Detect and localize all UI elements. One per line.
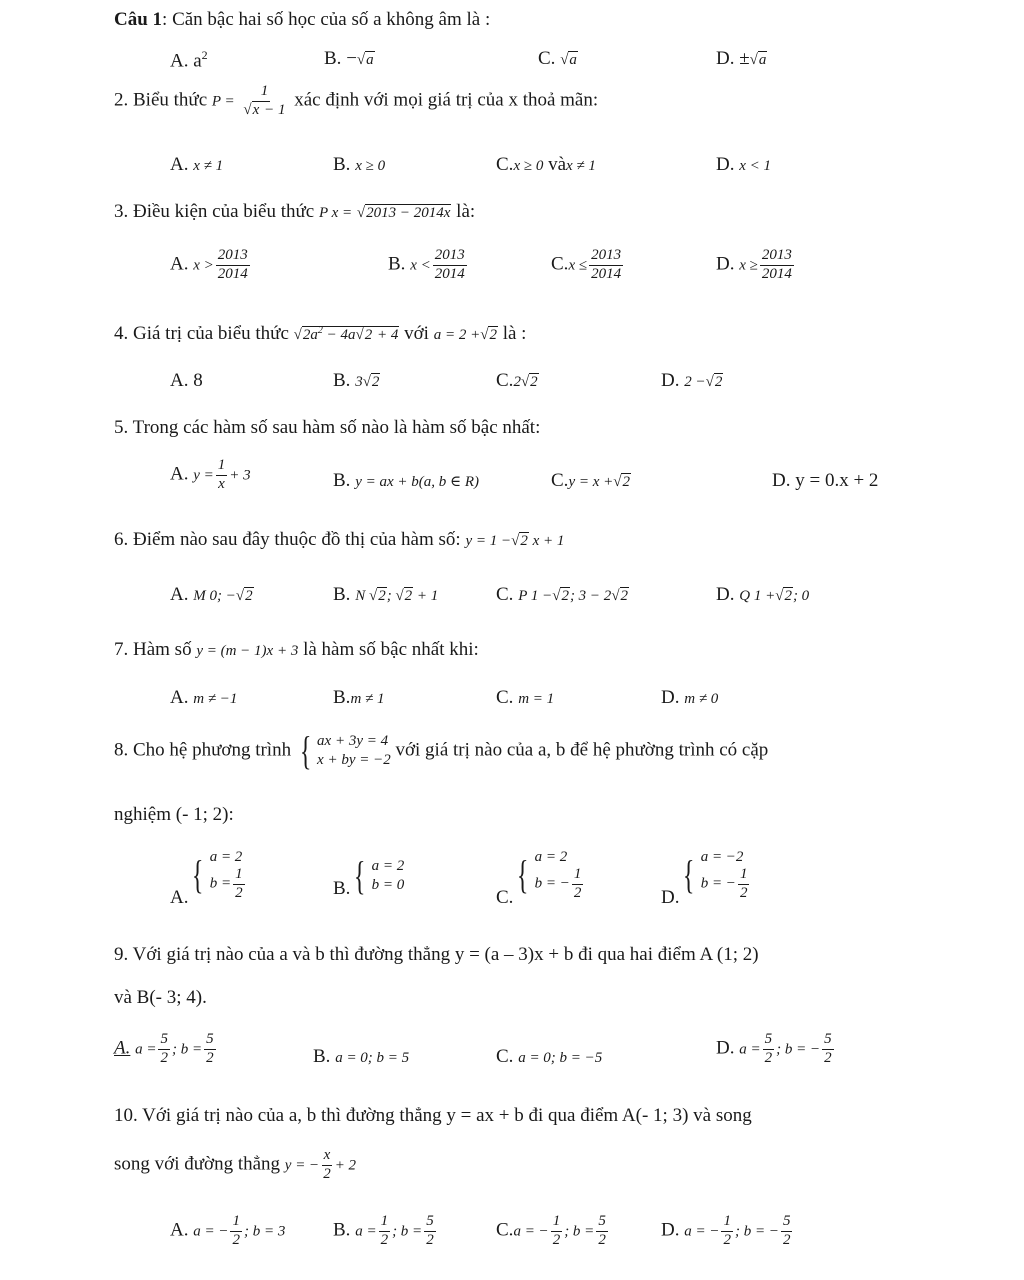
option-value: x ≥ 0 (513, 158, 544, 174)
denominator: 2 (380, 1231, 389, 1248)
numerator: x (322, 1148, 333, 1166)
q2-option-c (496, 155, 596, 174)
fraction (433, 248, 467, 283)
function-expression-tail: x + 1 (528, 533, 565, 549)
denominator: 2 (598, 1231, 606, 1248)
question-1 (114, 10, 490, 29)
q10-option-a (170, 1214, 285, 1249)
question-text: nghiệm (- 1; 2): (114, 804, 234, 825)
q6-option-b: B. N √2; √2 + 1 (333, 584, 439, 605)
option-value: ; (386, 588, 396, 604)
option-label: B. (333, 878, 351, 900)
fraction (216, 458, 228, 493)
question-text: 2. Biểu thức (114, 89, 208, 111)
option-label: C. (496, 1046, 514, 1067)
numerator: 1 (551, 1214, 563, 1232)
question-text-tail: với giá trị nào của a, b để hệ phường trình có cặp (395, 739, 769, 761)
option-value: ; 0 (792, 588, 810, 604)
equation-system: { a = 2 b = 0 (354, 853, 405, 898)
option-label: C. (496, 1219, 514, 1241)
denominator: 2 (824, 1049, 832, 1066)
q3-option-a (170, 248, 252, 283)
numerator: 5 (781, 1214, 793, 1232)
equation-system: { ax + 3y = 4 x + by = −2 (299, 728, 391, 773)
q3-option-c (551, 248, 625, 283)
question-text-tail: là: (456, 201, 476, 222)
q4-option-d: D. 2 −√2 (661, 370, 723, 391)
sqrt-expression: √a (356, 52, 374, 68)
sqrt-term: + 4 (373, 327, 399, 343)
equation-row: b = 0 (371, 877, 405, 893)
q6-option-a: A. M 0; −√2 (170, 584, 253, 605)
numerator: 5 (424, 1214, 436, 1232)
option-label: B. (388, 253, 406, 275)
denominator: 2 (160, 1049, 168, 1066)
option-value-tail: + 3 (229, 467, 251, 484)
denominator: 2 (573, 884, 582, 901)
option-value: a = (355, 1223, 377, 1240)
equation-system: { a = 2 b = − $\frac{1}{2}$ (513, 848, 585, 901)
question-text: 5. Trong các hàm số sau hàm số nào là hàm số bậc nhất: (114, 417, 541, 438)
numerator: 5 (822, 1032, 834, 1050)
sqrt-argument: 2 (378, 588, 386, 604)
equation-row: ax + 3y = 4 (317, 733, 389, 750)
option-label: A. (170, 886, 189, 908)
option-value: ; b = (171, 1041, 203, 1058)
denominator: x (218, 475, 225, 492)
option-label: A. (170, 687, 189, 708)
option-label: B. (333, 1219, 351, 1241)
fraction (760, 248, 794, 283)
numerator: 1 (721, 1214, 733, 1232)
question-text-tail: là hàm số bậc nhất khi: (303, 639, 479, 660)
option-value: m ≠ 1 (350, 691, 385, 707)
q9-option-a (114, 1032, 218, 1067)
option-operator: x < (410, 257, 431, 274)
sqrt-argument: 2013 − 2014x (366, 205, 451, 221)
option-value: y = x + (568, 474, 614, 490)
q2-option-b (333, 155, 385, 174)
q10-option-d (661, 1214, 794, 1249)
denominator: 2 (739, 884, 748, 901)
equation-system: { a = −2 b = − $\frac{1}{2}$ (679, 848, 751, 901)
option-sign: ± (739, 48, 750, 69)
sqrt-exponent: 2 (317, 325, 323, 336)
expression-lhs: P x = (318, 205, 353, 221)
option-label: A. (170, 253, 189, 275)
question-text: 3. Điều kiện của biểu thức (114, 201, 315, 222)
question-6: 6. Điểm nào sau đây thuộc đồ thị của hàm số: y = 1 −√2 x + 1 (114, 529, 565, 550)
question-8 (114, 728, 769, 773)
equation-row: x + by = −2 (317, 752, 391, 768)
option-label: D. (772, 470, 791, 491)
option-label: B. (333, 154, 351, 175)
question-label: Câu 1 (114, 9, 163, 30)
q6-option-c: C. P 1 −√2; 3 − 2√2 (496, 584, 629, 605)
denominator: 2 (426, 1231, 434, 1248)
question-2 (114, 84, 598, 119)
option-value: a = (739, 1041, 761, 1058)
numerator: 1 (379, 1214, 391, 1232)
option-label: C. (496, 154, 514, 175)
option-label: C. (551, 470, 569, 491)
numerator: 1 (233, 867, 245, 885)
option-value: m ≠ −1 (193, 691, 238, 707)
option-value: 2 (513, 374, 521, 390)
denominator: 2 (782, 1231, 791, 1248)
denominator: 2 (206, 1049, 214, 1066)
q7-option-d (661, 688, 718, 707)
equation-row: b = − (700, 875, 736, 892)
option-value: y = ax + b(a, b ∈ R) (355, 474, 480, 490)
denominator: 2 (323, 1165, 331, 1182)
q6-option-d: D. Q 1 +√2; 0 (716, 584, 810, 605)
option-value: a = − (684, 1223, 720, 1240)
option-label: B. (313, 1046, 331, 1067)
denominator: 2014 (434, 265, 465, 282)
question-text: 7. Hàm số (114, 639, 192, 660)
question-text: 10. Với giá trị nào của a, b thì đường thẳng y = ax + b đi qua điểm A(- 1; 3) và song (114, 1105, 752, 1126)
option-value: 2 − (684, 374, 706, 390)
q3-option-d (716, 248, 796, 283)
sqrt-argument: 2 (371, 374, 380, 390)
option-label: B. (324, 48, 342, 69)
option-sign: − (346, 48, 357, 69)
option-value: a = − (513, 1223, 549, 1240)
sqrt-argument: 2 (245, 588, 253, 604)
sqrt-expression: √2 (480, 327, 497, 343)
q7-option-c (496, 688, 554, 707)
sqrt-argument: x (252, 101, 260, 118)
option-value: y = (193, 467, 214, 484)
q2-option-d (716, 155, 771, 174)
option-label: C. (496, 370, 514, 391)
option-label: D. (661, 886, 680, 908)
question-8-line-2 (114, 805, 234, 824)
option-value: P 1 − (518, 588, 553, 604)
option-label: B. (333, 370, 351, 391)
q4-option-a (170, 371, 203, 390)
sqrt-argument: 2 (364, 327, 373, 343)
sqrt-argument: 2 (530, 374, 538, 390)
question-10 (114, 1106, 752, 1125)
option-value: + 1 (413, 588, 439, 604)
option-value: a = (135, 1041, 157, 1058)
fraction (216, 248, 250, 283)
question-3 (114, 202, 475, 221)
sqrt-expression: √a (749, 52, 767, 68)
option-label: B. (333, 470, 351, 491)
function-expression: y = − (284, 1157, 320, 1174)
question-text: 4. Giá trị của biểu thức (114, 323, 289, 344)
numerator: 5 (158, 1032, 170, 1050)
sqrt-term: 2a (302, 327, 318, 343)
option-label: D. (716, 48, 735, 69)
fraction (589, 248, 623, 283)
q9-option-b (313, 1047, 409, 1066)
function-expression: y = (m − 1)x + 3 (196, 643, 299, 659)
option-value: N (355, 588, 369, 604)
option-label: A. (170, 584, 189, 605)
question-text: 9. Với giá trị nào của a và b thì đường thẳng y = (a – 3)x + b đi qua hai điểm A (1; 2) (114, 944, 759, 965)
numerator: 5 (596, 1214, 608, 1232)
q5-option-c: C.y = x +√2 (551, 470, 630, 491)
option-label: A. (170, 154, 189, 175)
option-value: 8 (193, 370, 203, 391)
sqrt-argument: 2 (784, 588, 792, 604)
denominator: 2014 (217, 265, 248, 282)
equation-row: a = 2 (534, 849, 568, 865)
option-value: x < 1 (739, 158, 772, 174)
option-value: a = 0; b = −5 (518, 1050, 603, 1066)
option-label: D. (661, 370, 680, 391)
option-label: A. (170, 370, 189, 391)
sqrt-expression: √2013 − 2014x (356, 205, 451, 221)
option-conjunction: và (548, 154, 567, 175)
denominator: 2 (723, 1231, 731, 1248)
option-label: D. (716, 253, 735, 275)
option-label: C. (551, 253, 569, 275)
option-value: 3 (355, 374, 363, 390)
q5-option-d (772, 471, 878, 490)
option-value: ; 3 − 2 (569, 588, 612, 604)
equation-row: a = 2 (209, 849, 243, 865)
q1-option-c (538, 49, 578, 68)
sqrt-argument: a (366, 52, 374, 68)
equation-row: b = (209, 875, 232, 892)
question-10-line-2 (114, 1148, 356, 1183)
option-value: x ≠ 1 (566, 158, 596, 174)
option-value: m ≠ 0 (684, 691, 719, 707)
function-expression: y = 1 − (465, 533, 512, 549)
denominator-tail: − 1 (260, 101, 286, 118)
question-text: song với đường thẳng (114, 1153, 281, 1175)
q5-option-b (333, 471, 479, 490)
option-value: Q 1 + (739, 588, 776, 604)
numerator: 1 (738, 867, 750, 885)
option-value: a (193, 50, 202, 72)
denominator: 2014 (591, 265, 622, 282)
option-label: A. (170, 50, 189, 72)
option-label: C. (496, 886, 514, 908)
numerator: 2013 (589, 248, 623, 266)
option-value: ; b = − (776, 1041, 821, 1058)
sqrt-argument: 2 (620, 588, 629, 604)
numerator: 1 (230, 1214, 242, 1232)
option-label: D. (716, 584, 735, 605)
option-label: B. (333, 584, 351, 605)
option-value: y = 0.x + 2 (795, 470, 879, 491)
question-text: với (404, 323, 429, 344)
sqrt-expression: $√2a^2 - 4a√2 + 4$ (293, 325, 399, 343)
option-value: ; b = 3 (243, 1223, 286, 1240)
numerator: 1 (216, 458, 228, 476)
equation-system: { a = 2 b = $\frac{1}{2}$ (188, 848, 246, 901)
q1-option-b (324, 49, 375, 68)
sqrt-argument: 2 (404, 588, 413, 604)
sqrt-argument: 2 (561, 588, 569, 604)
question-text-tail: xác định với mọi giá trị của x thoả mãn: (294, 89, 599, 111)
q8-option-c (496, 848, 585, 908)
question-7 (114, 640, 479, 659)
q8-option-b (333, 853, 405, 900)
q9-option-c (496, 1047, 602, 1066)
sqrt-argument: 2 (622, 474, 630, 490)
option-value: M 0; − (193, 588, 236, 604)
option-label: C. (538, 48, 556, 69)
option-value: x ≠ 1 (193, 158, 224, 174)
q3-option-b (388, 248, 469, 283)
option-label: B. (333, 687, 351, 708)
option-operator: x ≥ (739, 257, 758, 274)
fraction: $\frac{1}{√x - 1}$ (243, 83, 286, 118)
function-expression-tail: + 2 (334, 1157, 357, 1174)
sqrt-term: − 4a (322, 327, 356, 343)
option-exponent: 2 (201, 48, 208, 62)
option-value: x ≥ 0 (355, 158, 386, 174)
option-operator: x ≤ (568, 257, 588, 274)
sqrt-argument: 2 (714, 374, 723, 390)
option-label: D. (716, 1037, 735, 1059)
q4-option-b: B. 3√2 (333, 370, 380, 391)
question-9 (114, 945, 759, 964)
sqrt-argument: a (569, 52, 577, 68)
numerator: 2013 (760, 248, 794, 266)
option-label: D. (661, 1219, 680, 1241)
q1-option-a (170, 49, 208, 70)
sqrt-argument: 2 (489, 327, 497, 343)
sqrt-expression: √a (560, 52, 577, 68)
question-text: 6. Điểm nào sau đây thuộc đồ thị của hàm số: (114, 529, 461, 550)
q8-option-d (661, 848, 751, 908)
option-label: D. (661, 687, 680, 708)
option-operator: x > (193, 257, 214, 274)
option-label: A. (170, 463, 189, 485)
question-5 (114, 418, 540, 437)
option-label: A. (170, 1219, 189, 1241)
equation-row: b = − (534, 875, 570, 892)
q1-option-d (716, 49, 767, 68)
q10-option-c (496, 1214, 610, 1249)
question-9-line-2 (114, 988, 207, 1007)
q7-option-b (333, 688, 385, 707)
option-value: a = − (193, 1223, 229, 1240)
q9-option-d (716, 1032, 836, 1067)
numerator: 2013 (216, 248, 250, 266)
q10-option-b (333, 1214, 438, 1249)
denominator: 2 (232, 1231, 240, 1248)
q4-option-c: C.2√2 (496, 370, 538, 391)
option-value: a = 0; b = 5 (335, 1050, 410, 1066)
question-text-tail: là : (502, 323, 527, 344)
option-label: D. (716, 154, 735, 175)
expression-lhs: P = (211, 93, 235, 110)
question-text: 8. Cho hệ phương trình (114, 739, 292, 761)
equation-row: a = −2 (700, 849, 744, 865)
question-text: : Căn bậc hai số học của số a không âm là : (162, 9, 491, 30)
q5-option-a (170, 458, 251, 493)
denominator: 2 (764, 1049, 773, 1066)
question-4 (114, 324, 526, 343)
q7-option-a (170, 688, 237, 707)
equation-row: a = 2 (371, 858, 405, 875)
option-value: ; b = (392, 1223, 423, 1240)
option-value: ; b = (564, 1223, 595, 1240)
sqrt-argument: a (758, 52, 767, 68)
option-value: ; b = − (734, 1223, 779, 1240)
q2-option-a (170, 155, 223, 174)
sqrt-argument: 2 (520, 533, 528, 549)
option-label: C. (496, 687, 514, 708)
option-label: C. (496, 584, 514, 605)
numerator: 2013 (433, 248, 467, 266)
numerator: 5 (763, 1032, 775, 1050)
question-text: và B(- 3; 4). (114, 987, 207, 1008)
denominator: 2 (552, 1231, 561, 1248)
q8-option-a (170, 848, 247, 908)
numerator: 1 (259, 84, 271, 102)
option-value: m = 1 (518, 691, 555, 707)
numerator: 5 (204, 1032, 216, 1050)
option-label: A. (114, 1037, 131, 1059)
denominator: 2014 (761, 265, 792, 282)
expression: a = 2 + (433, 327, 481, 343)
denominator: 2 (235, 884, 243, 901)
numerator: 1 (572, 867, 584, 885)
